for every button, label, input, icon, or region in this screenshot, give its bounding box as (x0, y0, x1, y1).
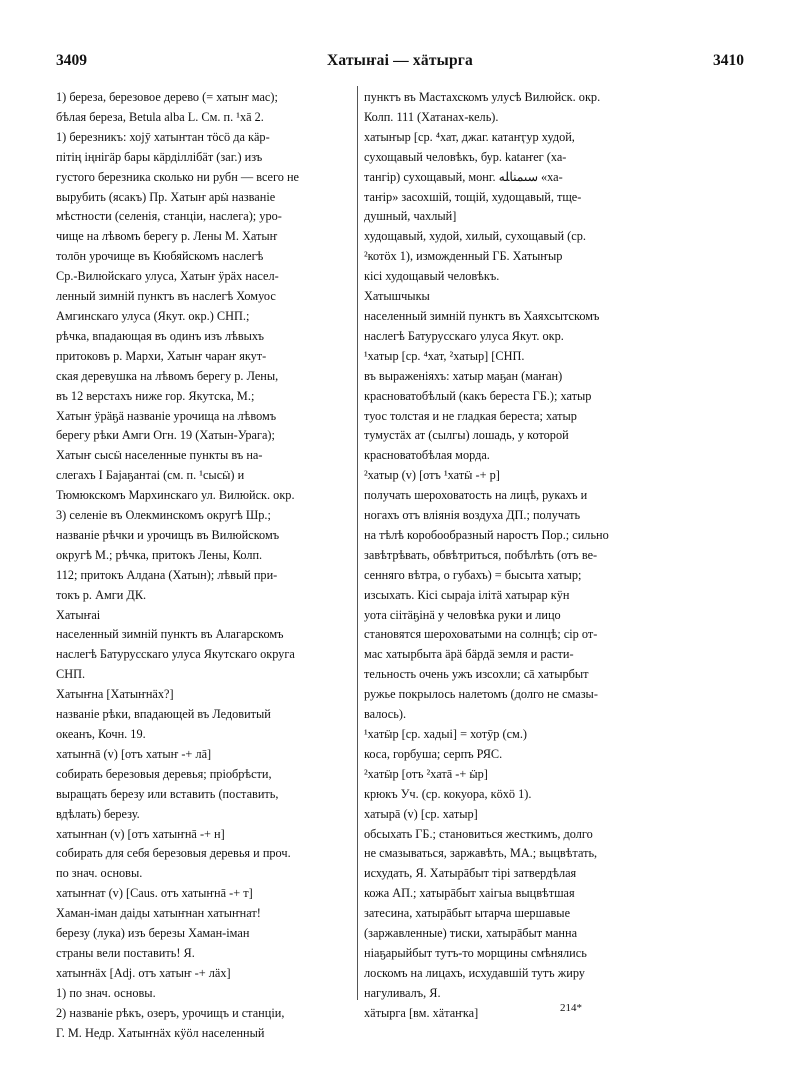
text-line: становятся шероховатыми на солнцѣ; сір от- (364, 627, 598, 642)
text-line: 1) береза, березовое дерево (= хатыҥ мас); (56, 90, 278, 104)
text-line: сухощавый человѣкъ, бур. kataҥег (ха- (364, 149, 567, 164)
text-line: 2) названіе рѣкъ, озеръ, урочищъ и станціи, (56, 1005, 285, 1020)
text-line: крюкъ Уч. (ср. кокуора, кӧхӧ 1). (364, 786, 532, 801)
text-line: коса, горбуша; серпъ РЯС. (364, 746, 503, 761)
text-line: на тѣлѣ коробообразный наростъ Пор.; сильно (364, 527, 609, 542)
text-line: ²котӧх 1), изможденный ГБ. Хатыҥыр (364, 249, 563, 264)
text-line: токъ р. Амги ДК. (56, 587, 147, 602)
text-line: ружье покрылось налетомъ (долго не смазы- (364, 687, 598, 702)
text-line: бѣлая береза, Betula alba L. См. п. ¹хā 2. (56, 109, 264, 124)
text-line: пітің іңнігäр бары кäрділлібäт (заг.) изъ (56, 149, 263, 164)
text-line: хатырā (v) [ср. хатыр] (364, 806, 478, 821)
text-line: завѣтрѣвать, обвѣтриться, побѣлѣть (отъ ве- (364, 547, 598, 562)
text-line: Ср.-Вилюйскаго улуса, Хатыҥ ӱрäх насел- (56, 269, 279, 284)
text-line: страны вели поставить! Я. (56, 945, 195, 960)
text-line: СНП. (56, 667, 86, 682)
text-line: хатыҥнäх [Adj. отъ хатыҥ -+ лäх] (56, 965, 231, 980)
text-line: слегахъ I Баjаҕантаі (см. п. ¹сысӹ) и (56, 468, 245, 483)
text-line: населенный зимній пунктъ въ Хаяхсытскомъ (364, 308, 600, 323)
text-line: туос толстая и не гладкая береста; хатыр (364, 408, 577, 423)
text-line: не смазываться, заржавѣть, МА.; выцвѣтать, (364, 846, 598, 861)
text-line: Колп. 111 (Хатанах-кель). (364, 109, 499, 124)
page-number-right: 3410 (713, 52, 744, 69)
text-line: названіе рѣчки и урочищъ въ Вилюйскомъ (56, 527, 280, 542)
text-line: океанъ, Кочн. 19. (56, 727, 146, 741)
page-title: Хатыҥаі — хäтырга (327, 52, 473, 69)
text-line: Хатышчыкы (364, 289, 430, 304)
text-line: въ 12 верстахъ ниже гор. Якутска, М.; (56, 388, 255, 403)
text-line: нагуливалъ, Я. (364, 985, 441, 1000)
text-line: притоковъ р. Мархи, Хатыҥ чараҥ якут- (56, 348, 267, 363)
text-line: 1) по знач. основы. (56, 985, 156, 1000)
text-line: получать шероховатость на лицѣ, рукахъ и (364, 488, 588, 503)
text-line: Хатыҥ сысӹ населенные пункты въ на- (56, 448, 263, 463)
text-line: уота сіітäҕінä у человѣка руки и лицо (364, 607, 561, 622)
text-line: валось). (364, 707, 407, 722)
text-line: кісі худощавый человѣкъ. (364, 269, 500, 284)
text-line: ленный зимній пунктъ въ наслегѣ Хомуос (56, 289, 276, 304)
text-line: худощавый, худой, хилый, сухощавый (ср. (364, 229, 586, 244)
text-line: выращать березу или вставить (поставить, (56, 786, 279, 801)
text-line: рѣчка, впадающая въ одинъ изъ лѣвыхъ (56, 328, 264, 343)
text-line: берегу рѣки Амги Огн. 19 (Хатын-Урага); (56, 428, 275, 443)
text-line: густого березника сколько ни рубн — всего не (56, 169, 300, 184)
text-line: Хатыҥна [Хатыҥнäх?] (56, 687, 174, 702)
text-line: исхудать, Я. Хатырāбыт тірі затвердѣлая (364, 866, 577, 881)
text-line: хатыҥнан (v) [отъ хатыҥнā -+ н] (56, 826, 225, 841)
text-line: обсыхать ГБ.; становиться жесткимъ, долго (364, 826, 593, 841)
text-line: Амгинскаго улуса (Якут. окр.) СНП.; (56, 308, 250, 323)
text-line: по знач. основы. (56, 866, 143, 881)
text-line: Хаман-іман даіды хатыҥнан хатыҥнат! (56, 906, 261, 921)
text-line: сенняго вѣтра, о губахъ) = бысыта хатыр; (364, 567, 582, 582)
text-line: ¹хатӹр [ср. хадыі] = хотӯр (см.) (364, 727, 527, 741)
text-line: тумустäх ат (сылгы) лошадь, у которой (364, 428, 569, 443)
text-line: округѣ М.; рѣчка, притокъ Лены, Колп. (56, 547, 263, 562)
text-line: (заржавленные) тиски, хатырāбыт манна (364, 926, 578, 941)
text-line: наслегѣ Батурусскаго улуса Якутскаго округа (56, 647, 295, 662)
signature-mark: 214* (560, 1002, 582, 1014)
text-line: тангір) сухощавый, монг. ‏ﺳﯩﻤﻨﺎﻠﻪ‎ «ха- (364, 169, 563, 184)
text-line: хатыҥнā (v) [отъ хатыҥ -+ лā] (56, 746, 212, 761)
text-line: ніаҕарыйбыт тутъ-то морщины смѣнялись (364, 945, 587, 960)
text-line: 3) селеніе въ Олекминскомъ округѣ Шр.; (56, 508, 271, 523)
text-line: пунктъ въ Мастахскомъ улусѣ Вилюйск. окр. (364, 90, 601, 104)
text-line: собирать березовыя деревья; пріобрѣсти, (56, 766, 272, 781)
text-line: изсыхать. Кісі сырајa ілітä хатырар кӱн (364, 587, 570, 602)
text-line: собирать для себя березовыя деревья и проч. (56, 846, 291, 861)
text-line: хатыҥнат (v) [Caus. отъ хатыҥнā -+ т] (56, 886, 253, 901)
left-column (56, 88, 352, 1044)
right-column (364, 88, 742, 1024)
text-line: населенный зимній пунктъ въ Алагарскомъ (56, 627, 284, 642)
text-line: ²хатӹр [отъ ²хатā -+ ӹр] (364, 766, 488, 781)
text-line: въ выраженіяхъ: хатыр маҕан (маҥан) (364, 368, 563, 383)
text-line: вдѣлать) березу. (56, 806, 140, 821)
text-line: хатыҥыр [ср. ⁴хат, джаг. катаҥӷур худой, (364, 129, 575, 144)
text-line: затесина, хатырāбыт ытарча шершавые (364, 906, 571, 921)
text-line: таҥір» засохшій, тощій, худощавый, тще- (364, 189, 582, 204)
text-line: кожа АП.; хатырāбыт хаігыа выцвѣтшая (364, 886, 575, 901)
text-line: ногахъ отъ вліянія воздуха ДП.; получать (364, 508, 581, 523)
text-line: хäтырга [вм. хäтаҥка] (364, 1005, 479, 1020)
page-number-left: 3409 (56, 52, 87, 69)
text-line: мѣстности (селенія, станціи, наслега); уро- (56, 209, 282, 224)
text-line: чище на лѣвомъ берегу р. Лены М. Хатыҥ (56, 229, 278, 244)
text-line: ¹хатыр [ср. ⁴хат, ²хатыр] [СНП. (364, 348, 525, 363)
text-line: 1) березникъ: хојӯ хатыҥтан тӧсӧ да кäр- (56, 129, 270, 144)
text-line: Хатыҥаі (56, 607, 101, 622)
text-line: душный, чахлый] (364, 209, 457, 224)
text-line: Г. М. Недр. Хатыҥнäх кӱӧл населенный (56, 1025, 265, 1040)
text-line: 112; притокъ Алдана (Хатын); лѣвый при- (56, 567, 278, 582)
text-line: наслегѣ Батурусскаго улуса Якут. окр. (364, 328, 564, 343)
text-line: лоскомъ на лицахъ, исхудавшій тутъ жиру (364, 965, 585, 980)
text-line: ская деревушка на лѣвомъ берегу р. Лены, (56, 368, 279, 383)
text-line: толōн урочище въ Кюбяйскомъ наслегѣ (56, 249, 264, 264)
text-line: названіе рѣки, впадающей въ Ледовитый (56, 707, 271, 722)
text-line: тельность очень ужъ изсохли; сā хатырбыт (364, 667, 589, 682)
text-line: ²хатыр (v) [отъ ¹хатӹ -+ р] (364, 468, 500, 483)
column-divider (357, 86, 358, 1000)
text-line: красноватобѣлый (какъ береста ГБ.); хатыр (364, 388, 592, 403)
text-line: Тюмюкскомъ Мархинскаго ул. Вилюйск. окр. (56, 488, 295, 503)
text-line: вырубить (ясакъ) Пр. Хатыҥ арӹ названіе (56, 189, 276, 204)
text-line: красноватобѣлая морда. (364, 448, 490, 463)
page-header (56, 52, 744, 76)
text-line: березу (лука) изъ березы Хаман-іман (56, 926, 250, 941)
text-line: Хатыҥ ӱрäҕä названіе урочища на лѣвомъ (56, 408, 277, 423)
text-line: мас хатырбыта äрä бäрдä земля и расти- (364, 647, 574, 662)
